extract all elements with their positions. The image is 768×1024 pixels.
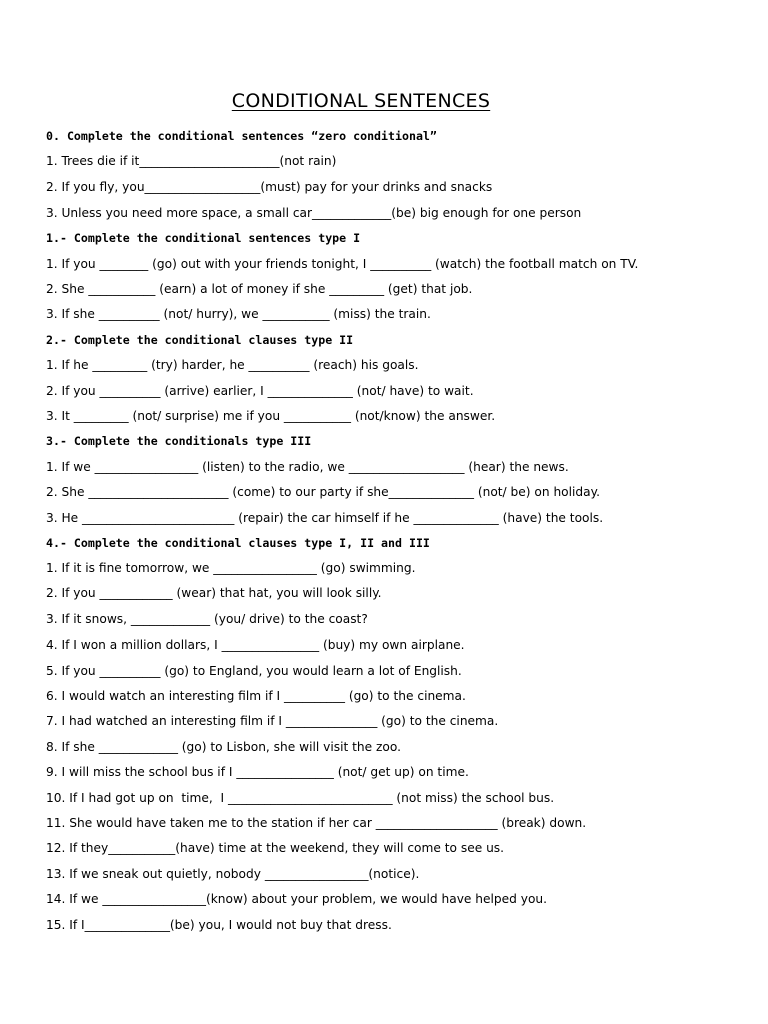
exercise-item: 1. If we _________________ (listen) to the radio, we ___________________ (hear) the news. [46,460,569,474]
exercise-item: 14. If we _________________(know) about your problem, we would have helped you. [46,892,548,906]
exercise-item: 6. I would watch an interesting film if I __________ (go) to the cinema. [46,689,466,703]
exercise-item: 7. I had watched an interesting film if I _______________ (go) to the cinema. [46,714,499,728]
exercise-item: 3. If it snows, _____________ (you/ drive) to the coast? [46,612,368,626]
section-heading: 0. Complete the conditional sentences “zero conditional” [46,129,437,143]
section-heading: 4.- Complete the conditional clauses type I, II and III [46,536,430,550]
exercise-item: 3. Unless you need more space, a small car_____________(be) big enough for one person [46,206,582,220]
exercise-item: 2. If you fly, you___________________(must) pay for your drinks and snacks [46,180,493,194]
exercise-item: 3. It _________ (not/ surprise) me if you ___________ (not/know) the answer. [46,409,496,423]
exercise-item: 12. If they___________(have) time at the weekend, they will come to see us. [46,841,505,855]
exercise-item: 13. If we sneak out quietly, nobody _________________(notice). [46,867,420,881]
exercise-item: 2. She _______________________ (come) to our party if she______________ (not/ be) on holiday. [46,485,600,499]
section-heading: 2.- Complete the conditional clauses type II [46,333,354,347]
exercise-item: 9. I will miss the school bus if I ________________ (not/ get up) on time. [46,765,469,779]
section-heading: 3.- Complete the conditionals type III [46,434,312,448]
page-title: CONDITIONAL SENTENCES [231,90,491,112]
exercise-item: 11. She would have taken me to the station if her car ____________________ (break) down. [46,816,587,830]
exercise-item: 2. If you __________ (arrive) earlier, I ______________ (not/ have) to wait. [46,384,474,398]
exercise-item: 1. If you ________ (go) out with your friends tonight, I __________ (watch) the football match on TV. [46,257,639,271]
exercise-item: 1. Trees die if it_______________________(not rain) [46,154,337,168]
exercise-item: 1. If he _________ (try) harder, he __________ (reach) his goals. [46,358,419,372]
exercise-item: 8. If she _____________ (go) to Lisbon, she will visit the zoo. [46,740,401,754]
exercise-item: 2. If you ____________ (wear) that hat, you will look silly. [46,586,382,600]
exercise-item: 3. If she __________ (not/ hurry), we ___________ (miss) the train. [46,307,431,321]
exercise-item: 2. She ___________ (earn) a lot of money if she _________ (get) that job. [46,282,473,296]
exercise-item: 15. If I______________(be) you, I would not buy that dress. [46,918,392,932]
exercise-item: 5. If you __________ (go) to England, you would learn a lot of English. [46,664,462,678]
exercise-item: 4. If I won a million dollars, I ________________ (buy) my own airplane. [46,638,465,652]
exercise-item: 3. He _________________________ (repair) the car himself if he ______________ (have) the tools. [46,511,604,525]
exercise-item: 1. If it is fine tomorrow, we _________________ (go) swimming. [46,561,416,575]
section-heading: 1.- Complete the conditional sentences type I [46,231,361,245]
exercise-item: 10. If I had got up on time, I ___________________________ (not miss) the school bus. [46,791,555,805]
